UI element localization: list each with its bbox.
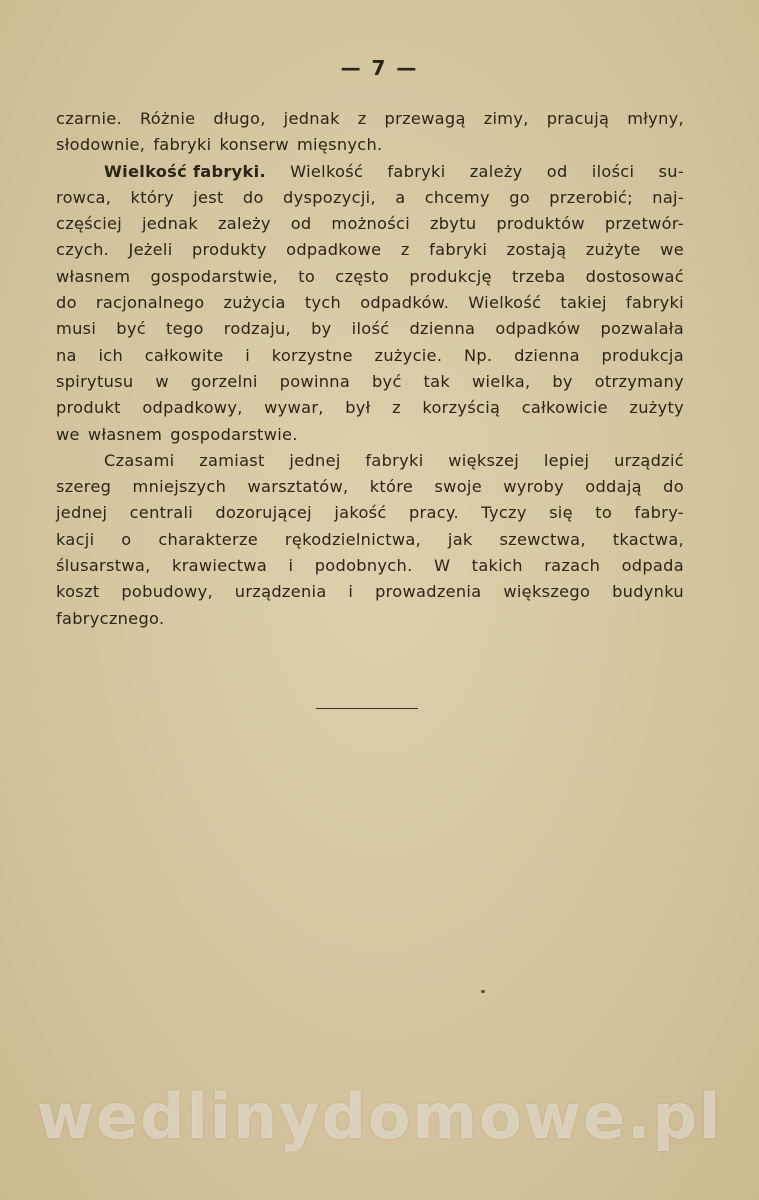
word: otrzymany (594, 371, 684, 391)
word: tkactwa, (612, 529, 684, 549)
word: by (552, 371, 573, 391)
word: ilości (591, 161, 635, 181)
word: wywar, (264, 398, 324, 418)
word: racjonalnego (95, 293, 205, 313)
word: chcemy (424, 187, 490, 207)
word: własnem (87, 424, 163, 444)
word: o (121, 529, 132, 549)
word: odpadkowy, (142, 398, 243, 418)
word: z (357, 109, 367, 128)
word: urządzenia (234, 582, 327, 602)
word: pracują (546, 109, 610, 128)
word: jest (193, 187, 224, 207)
word: dzienna (409, 319, 476, 339)
text-line (56, 500, 684, 526)
word: większego (503, 582, 591, 602)
word: przewagą (384, 109, 466, 128)
word: we (660, 240, 684, 260)
word: zamiast (199, 450, 265, 470)
word: Np. (463, 345, 493, 365)
word: w (155, 371, 169, 391)
word: naj- (652, 187, 684, 207)
word: spirytusu (56, 371, 134, 391)
word: większej (448, 450, 520, 470)
word: i (348, 582, 354, 602)
word: pobudowy, (121, 582, 213, 602)
watermark: wedlinydomowe.pl (36, 1080, 723, 1153)
word: fabrycznego. (56, 608, 165, 628)
word: fabryki (153, 135, 212, 155)
word: zużycie. (374, 345, 443, 365)
word: dyspozycji, (283, 187, 376, 207)
word: własnem (56, 266, 131, 286)
word: produkty (191, 240, 267, 260)
word: odpadkowe (286, 240, 382, 260)
word: dozorującej (215, 503, 312, 523)
word: urządzić (614, 450, 684, 470)
word: możności (331, 214, 410, 234)
word: Jeżeli (128, 240, 173, 260)
word: oddają (585, 477, 642, 497)
word: fabryki (625, 293, 684, 313)
word: rowca, (56, 187, 112, 207)
text-line (56, 553, 684, 579)
word: prowadzenia (375, 582, 482, 602)
word: korzyścią (422, 398, 501, 418)
word: tak (423, 371, 451, 391)
word: być (371, 371, 402, 391)
word: od (546, 161, 568, 181)
word: tego (166, 319, 204, 339)
word: do (663, 477, 684, 497)
text-line (56, 343, 684, 369)
text-line (56, 422, 684, 448)
word: który (130, 187, 174, 207)
word: gorzelni (190, 371, 258, 391)
word: koszt (56, 582, 100, 602)
word: całkowite (144, 345, 224, 365)
word: szereg (56, 477, 112, 497)
word: zależy (469, 161, 523, 181)
text-line (56, 211, 684, 237)
word: szewctwa, (499, 529, 586, 549)
text-line (56, 606, 684, 632)
word: fabryki (365, 450, 424, 470)
text-line (56, 132, 684, 158)
word: całkowicie (521, 398, 608, 418)
word: su- (658, 161, 684, 181)
word: być (116, 319, 146, 339)
word: budynku (612, 582, 684, 602)
word: odpada (621, 556, 684, 576)
word: trzeba (512, 266, 566, 286)
text-line (56, 448, 684, 474)
word: wielka, (471, 371, 531, 391)
text-line (56, 185, 684, 211)
word: powinna (279, 371, 351, 391)
word: produkcję (409, 266, 492, 286)
word: często (335, 266, 390, 286)
word: jednak (141, 214, 199, 234)
word: centrali (129, 503, 194, 523)
text-line (56, 369, 684, 395)
word: częściej (56, 214, 123, 234)
paragraph-heading: Wielkość fabryki. (104, 161, 266, 181)
word: to (595, 503, 613, 523)
word: Wielkość (468, 293, 542, 313)
word: swoje (434, 477, 482, 497)
text-line (56, 264, 684, 290)
word: fabry- (634, 503, 684, 523)
word: korzystne (271, 345, 353, 365)
word: Tyczy (481, 503, 527, 523)
word: do (56, 293, 77, 313)
word: pozwalała (600, 319, 684, 339)
text-line (56, 290, 684, 316)
word: tych (304, 293, 342, 313)
word: ilość (351, 319, 390, 339)
word: długo, (213, 109, 266, 128)
word: z (392, 398, 401, 418)
text-line (56, 474, 684, 500)
text-line (56, 159, 684, 185)
text-line (56, 316, 684, 342)
word: jednej (56, 503, 108, 523)
word: produkcja (601, 345, 684, 365)
word: go (509, 187, 530, 207)
word: zbytu (429, 214, 477, 234)
section-divider (316, 708, 418, 709)
word: młyny, (627, 109, 684, 128)
word: wyroby (503, 477, 564, 497)
word: był (345, 398, 371, 418)
word: mięsnych. (296, 135, 383, 155)
word: gospodarstwie, (150, 266, 278, 286)
word: Wielkość (290, 161, 364, 181)
text-line (56, 106, 684, 132)
word: zużycia (223, 293, 286, 313)
word: zimy, (483, 109, 529, 128)
paper-speck (481, 990, 485, 993)
word: jakość (334, 503, 387, 523)
page-number: — 7 — (340, 56, 419, 80)
word: odpadków (495, 319, 581, 339)
word: czarnie. (56, 109, 122, 128)
word: Czasami (104, 450, 175, 470)
word: do (242, 187, 264, 207)
word: fabryki (387, 161, 446, 181)
body-text (56, 106, 684, 632)
word: z (400, 240, 410, 260)
word: jednak (283, 109, 340, 128)
word: zużyte (585, 240, 641, 260)
word: produktów (496, 214, 585, 234)
word: krawiectwa (172, 556, 268, 576)
word: ich (98, 345, 124, 365)
word: takiej (560, 293, 607, 313)
word: które (369, 477, 414, 497)
text-line (56, 579, 684, 605)
text-line (56, 237, 684, 263)
text-line (56, 395, 684, 421)
word: od (290, 214, 312, 234)
word: się (549, 503, 573, 523)
word: takich (471, 556, 523, 576)
word: zużyty (629, 398, 684, 418)
word: podobnych. (314, 556, 413, 576)
word: produkt (56, 398, 121, 418)
word: przetwór- (604, 214, 684, 234)
word: mniejszych (132, 477, 227, 497)
word: charakterze (158, 529, 259, 549)
word: i (245, 345, 251, 365)
word: jak (447, 529, 473, 549)
word: rękodzielnictwa, (284, 529, 422, 549)
word: dzienna (514, 345, 580, 365)
word: przerobić; (549, 187, 633, 207)
word: by (311, 319, 332, 339)
word: zostają (506, 240, 567, 260)
word: zależy (218, 214, 271, 234)
word: kacji (56, 529, 95, 549)
word: lepiej (543, 450, 590, 470)
word: słodownie, (56, 135, 146, 155)
word: jednej (289, 450, 341, 470)
word: pracy. (408, 503, 459, 523)
word: to (298, 266, 316, 286)
word: fabryki (429, 240, 488, 260)
word: czych. (56, 240, 110, 260)
word: W (433, 556, 451, 576)
word: warsztatów, (247, 477, 349, 497)
word: gospodarstwie. (170, 424, 298, 444)
word: musi (56, 319, 97, 339)
word: i (288, 556, 294, 576)
word: odpadków. (360, 293, 450, 313)
word: we (56, 424, 80, 444)
word: razach (544, 556, 601, 576)
word: dostosować (585, 266, 684, 286)
word: Różnie (139, 109, 196, 128)
word: konserw (219, 135, 289, 155)
word: rodzaju, (223, 319, 291, 339)
word: na (56, 345, 77, 365)
word: ślusarstwa, (56, 556, 151, 576)
text-line (56, 527, 684, 553)
word: a (395, 187, 406, 207)
